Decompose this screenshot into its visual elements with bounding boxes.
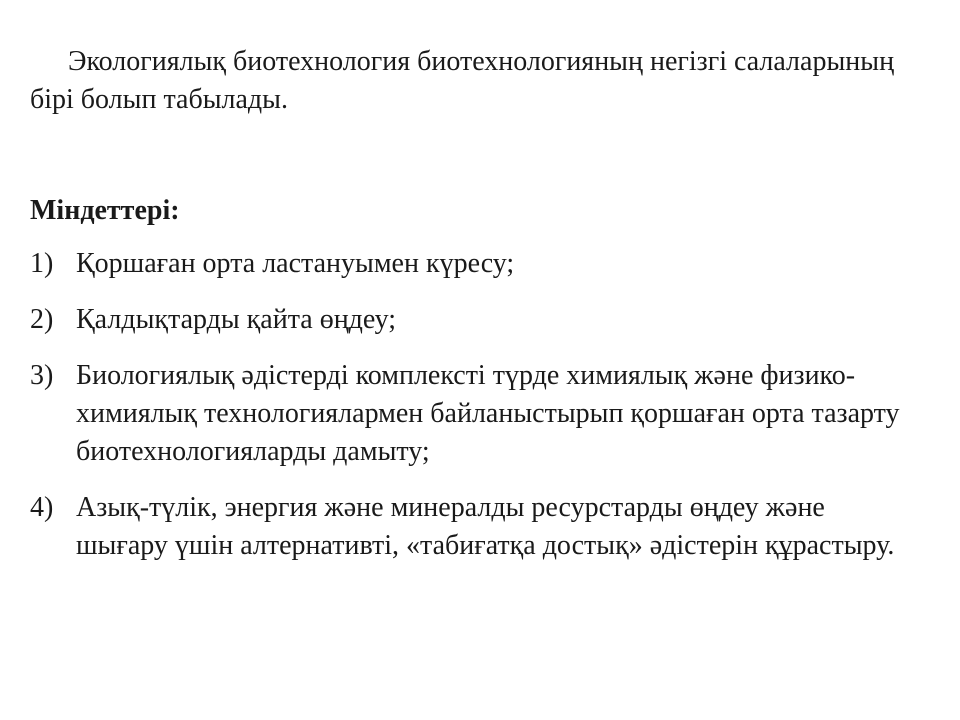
tasks-list bbox=[30, 245, 910, 583]
list-item bbox=[30, 357, 910, 471]
list-item bbox=[30, 301, 910, 339]
list-item-text: Биологиялық әдістерді комплексті түрде химиялық және физико-химиялық технологиялармен байланыстырып қоршаған орта тазарту биотехнологияларды дамыту; bbox=[76, 360, 900, 467]
intro-text: Экологиялық биотехнология биотехнологияның негізгі салаларының бірі болып табылады. bbox=[30, 46, 895, 115]
list-item-number: 2) bbox=[30, 304, 54, 335]
list-item-number: 1) bbox=[30, 248, 54, 279]
list-item bbox=[30, 489, 910, 565]
list-item-text: Қалдықтарды қайта өңдеу; bbox=[76, 304, 397, 335]
list-item-text: Азық-түлік, энергия және минералды ресурстарды өңдеу және шығару үшін алтернативті, «табиғатқа достық» әдістерін құрастыру. bbox=[76, 492, 895, 561]
intro-paragraph bbox=[30, 43, 920, 119]
list-item-text: Қоршаған орта ластануымен күресу; bbox=[76, 248, 515, 279]
list-item bbox=[30, 245, 910, 283]
list-item-number: 4) bbox=[30, 492, 54, 523]
list-item-number: 3) bbox=[30, 360, 54, 391]
tasks-heading: Міндеттері: bbox=[30, 195, 180, 226]
